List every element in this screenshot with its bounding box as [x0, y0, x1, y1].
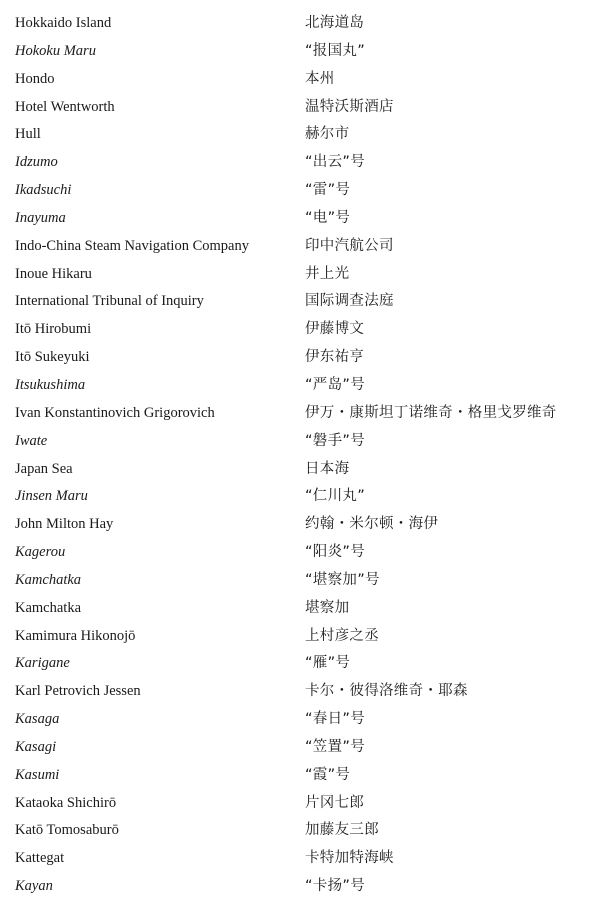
chinese-term: 井上光: [305, 265, 350, 282]
chinese-term: “堪察加”号: [305, 571, 380, 588]
english-term: Jinsen Maru: [15, 488, 88, 505]
chinese-term: “严岛”号: [305, 376, 366, 393]
chinese-term: “卡扬”号: [305, 878, 366, 895]
glossary-row: [0, 288, 598, 316]
chinese-term: “磐手”号: [305, 432, 366, 449]
chinese-term: 伊东祐亨: [305, 349, 365, 366]
english-term: Hokoku Maru: [15, 42, 96, 59]
english-term: Katō Tomosaburō: [15, 822, 119, 839]
chinese-term: “霞”号: [305, 766, 351, 783]
glossary-row: [0, 372, 598, 400]
glossary-row: [0, 650, 598, 678]
glossary-row: [0, 205, 598, 233]
english-term: Hondo: [15, 70, 55, 87]
glossary-list: [0, 10, 598, 901]
chinese-term: 北海道岛: [305, 15, 365, 31]
glossary-row: [0, 428, 598, 456]
english-term: Ivan Konstantinovich Grigorovich: [15, 404, 215, 421]
glossary-row: [0, 595, 598, 623]
chinese-term: 堪察加: [305, 599, 350, 616]
glossary-row: [0, 233, 598, 261]
chinese-term: “春日”号: [305, 711, 366, 728]
glossary-row: [0, 66, 598, 94]
chinese-term: “阳炎”号: [305, 544, 366, 561]
glossary-row: [0, 706, 598, 734]
english-term: International Tribunal of Inquiry: [15, 293, 204, 310]
chinese-term: “出云”号: [305, 154, 366, 171]
english-term: Kasaga: [15, 711, 60, 728]
glossary-row: [0, 456, 598, 484]
english-term: Ikadsuchi: [15, 182, 72, 199]
glossary-row: [0, 790, 598, 818]
chinese-term: 约翰・米尔顿・海伊: [305, 516, 439, 533]
chinese-term: 卡特加特海峡: [305, 850, 394, 867]
chinese-term: 片冈七郎: [305, 794, 365, 811]
chinese-term: 印中汽航公司: [305, 237, 394, 254]
chinese-term: “雷”号: [305, 182, 351, 199]
english-term: Hotel Wentworth: [15, 98, 115, 115]
english-term: Inayuma: [15, 209, 66, 226]
english-term: Indo-China Steam Navigation Company: [15, 237, 249, 254]
english-term: Karl Petrovich Jessen: [15, 683, 141, 700]
english-term: Kamchatka: [15, 599, 82, 616]
glossary-row: [0, 261, 598, 289]
glossary-row: [0, 817, 598, 845]
english-term: Idzumo: [15, 154, 58, 171]
english-term: Itsukushima: [15, 376, 86, 393]
english-term: Inoue Hikaru: [15, 265, 92, 282]
chinese-term: “报国丸”: [305, 42, 366, 59]
glossary-row: [0, 567, 598, 595]
english-term: Kattegat: [15, 850, 65, 867]
chinese-term: 本州: [305, 70, 335, 87]
glossary-row: [0, 539, 598, 567]
chinese-term: 伊万・康斯坦丁诺维奇・格里戈罗维奇: [305, 404, 557, 421]
english-term: Kamimura Hikonojō: [15, 627, 136, 644]
glossary-row: [0, 400, 598, 428]
glossary-row: [0, 762, 598, 790]
chinese-term: 卡尔・彼得洛维奇・耶森: [305, 683, 468, 700]
chinese-term: 伊藤博文: [305, 321, 365, 338]
chinese-term: 上村彦之丞: [305, 627, 379, 644]
glossary-row: [0, 316, 598, 344]
glossary-row: [0, 873, 598, 901]
glossary-row: [0, 10, 598, 38]
english-term: Itō Sukeyuki: [15, 349, 90, 366]
english-term: Japan Sea: [15, 460, 73, 477]
glossary-row: [0, 623, 598, 651]
chinese-term: “雁”号: [305, 655, 351, 672]
chinese-term: 温特沃斯酒店: [305, 98, 394, 115]
chinese-term: 赫尔市: [305, 126, 350, 143]
english-term: Kayan: [15, 878, 53, 895]
glossary-row: [0, 177, 598, 205]
chinese-term: “笠置”号: [305, 738, 366, 755]
glossary-row: [0, 149, 598, 177]
english-term: Kataoka Shichirō: [15, 794, 117, 811]
chinese-term: 日本海: [305, 460, 350, 477]
glossary-row: [0, 511, 598, 539]
english-term: Kasagi: [15, 738, 57, 755]
english-term: Kamchatka: [15, 571, 82, 588]
chinese-term: 加藤友三郎: [305, 822, 379, 839]
english-term: Karigane: [15, 655, 70, 672]
glossary-row: [0, 94, 598, 122]
english-term: Iwate: [15, 432, 48, 449]
glossary-row: [0, 38, 598, 66]
english-term: Hokkaido Island: [15, 15, 112, 31]
english-term: John Milton Hay: [15, 516, 114, 533]
english-term: Kagerou: [15, 544, 66, 561]
chinese-term: “电”号: [305, 209, 351, 226]
glossary-row: [0, 483, 598, 511]
glossary-row: [0, 678, 598, 706]
glossary-row: [0, 845, 598, 873]
chinese-term: “仁川丸”: [305, 488, 366, 505]
chinese-term: 国际调查法庭: [305, 293, 394, 310]
glossary-row: [0, 734, 598, 762]
glossary-row: [0, 344, 598, 372]
english-term: Hull: [15, 126, 41, 143]
english-term: Itō Hirobumi: [15, 321, 92, 338]
english-term: Kasumi: [15, 766, 60, 783]
glossary-row: [0, 121, 598, 149]
